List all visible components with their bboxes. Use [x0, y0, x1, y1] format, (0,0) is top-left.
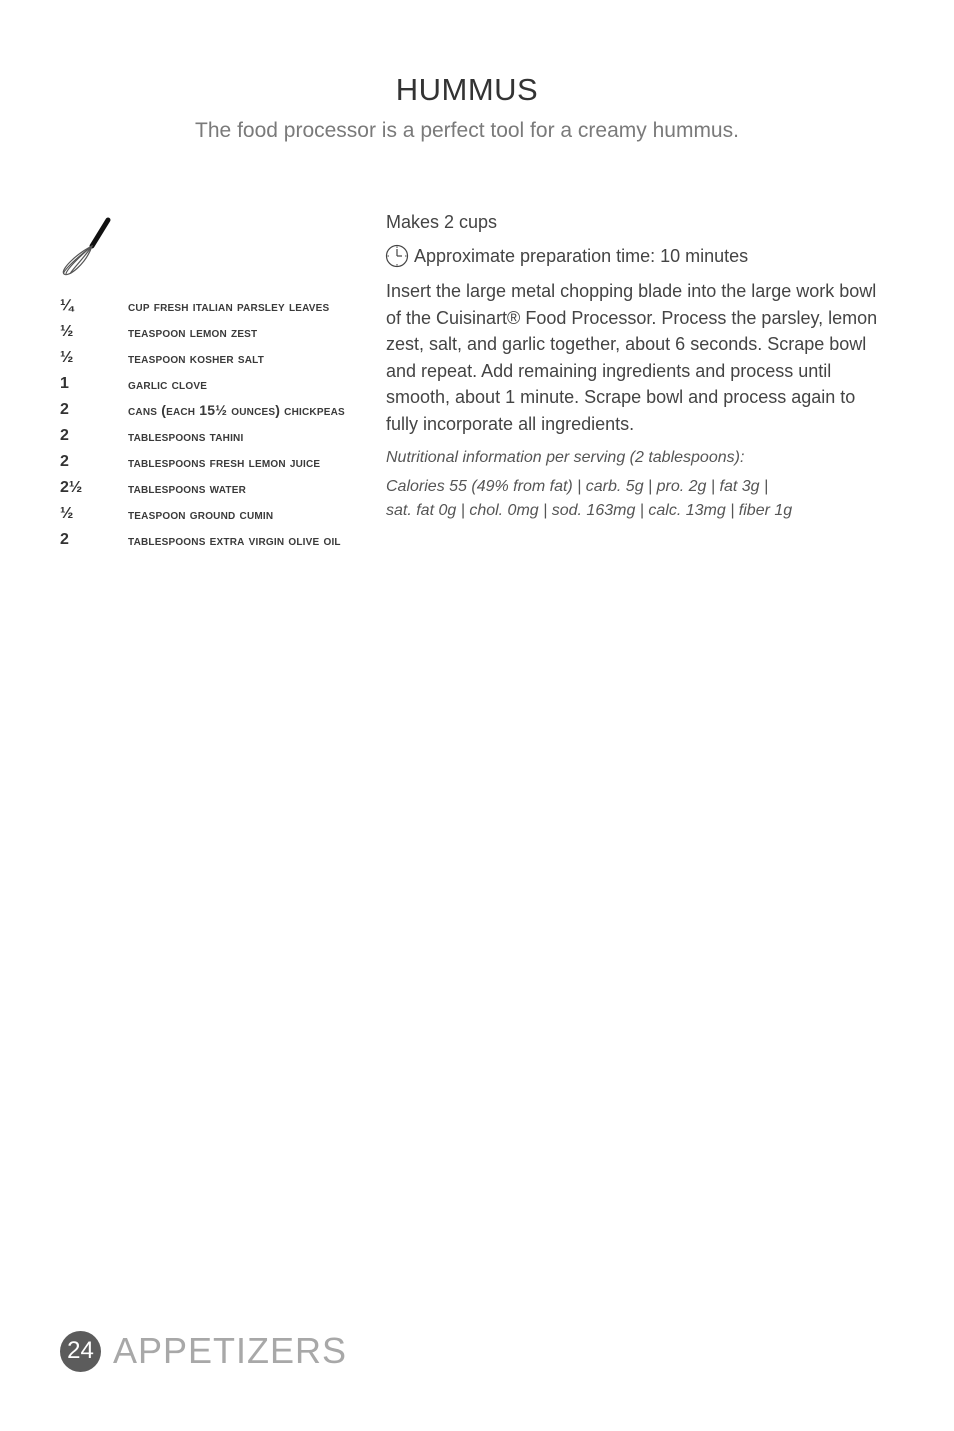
ingredient-qty: ¼ [60, 297, 74, 314]
page-footer [60, 1330, 347, 1372]
prep-time [386, 244, 886, 268]
clock-icon [385, 244, 409, 268]
ingredient-name: teaspoon lemon zest [128, 324, 258, 340]
ingredient-name: tablespoons tahini [128, 428, 244, 444]
nutrition-line: sat. fat 0g | chol. 0mg | sod. 163mg | calc. 13mg | fiber 1g [386, 502, 793, 519]
section-title: APPETIZERS [113, 1330, 348, 1371]
ingredient-row [60, 322, 350, 342]
ingredient-qty: ½ [60, 349, 74, 366]
whisk-icon [56, 214, 116, 280]
ingredient-qty: ½ [60, 505, 74, 522]
ingredient-name: tablespoons fresh lemon juice [128, 454, 321, 470]
ingredient-name: cup fresh italian parsley leaves [128, 298, 330, 314]
ingredient-qty: 2 [60, 453, 69, 470]
recipe-title: HUMMUS [395, 72, 539, 107]
ingredient-row [60, 452, 350, 472]
ingredient-name: tablespoons extra virgin olive oil [128, 532, 341, 548]
page-number: 24 [60, 1331, 101, 1372]
ingredient-row [60, 374, 350, 394]
ingredient-name: teaspoon ground cumin [128, 506, 274, 522]
ingredient-qty: 2½ [60, 479, 83, 496]
recipe-details [386, 212, 886, 523]
ingredient-qty: 2 [60, 427, 69, 444]
ingredient-name: garlic clove [128, 376, 208, 392]
ingredient-row [60, 296, 350, 316]
prep-time-text: Approximate preparation time: 10 minutes [414, 245, 749, 266]
ingredient-row [60, 530, 350, 550]
nutrition-header: Nutritional information per serving (2 tablespoons): [386, 449, 745, 466]
nutrition-facts [386, 475, 886, 523]
ingredient-row [60, 504, 350, 524]
ingredient-row [60, 478, 350, 498]
nutrition-line: Calories 55 (49% from fat) | carb. 5g | pro. 2g | fat 3g | [386, 478, 769, 495]
yield-text: Makes 2 cups [386, 212, 498, 232]
ingredient-name: tablespoons water [128, 480, 247, 496]
ingredient-qty: ½ [60, 323, 74, 340]
ingredient-qty: 2 [60, 531, 69, 548]
ingredient-name: teaspoon kosher salt [128, 350, 265, 366]
ingredient-row [60, 400, 350, 420]
instructions: Insert the large metal chopping blade into the large work bowl of the Cuisinart® Food Processor. Process the parsley, lemon zest, salt, and garlic together, about 6 seconds. Scrape bowl and repeat. Add remaining ingredients and process until smooth, about 1 minute. Scrape bowl and process again to fully incorporate all ingredients. [386, 281, 878, 434]
ingredient-name: cans (each 15½ ounces) chickpeas [128, 402, 345, 418]
recipe-subtitle: The food processor is a perfect tool for a creamy hummus. [195, 119, 739, 142]
ingredient-list [60, 296, 350, 556]
ingredient-qty: 1 [60, 375, 69, 392]
ingredient-qty: 2 [60, 401, 69, 418]
ingredient-row [60, 426, 350, 446]
ingredient-row [60, 348, 350, 368]
